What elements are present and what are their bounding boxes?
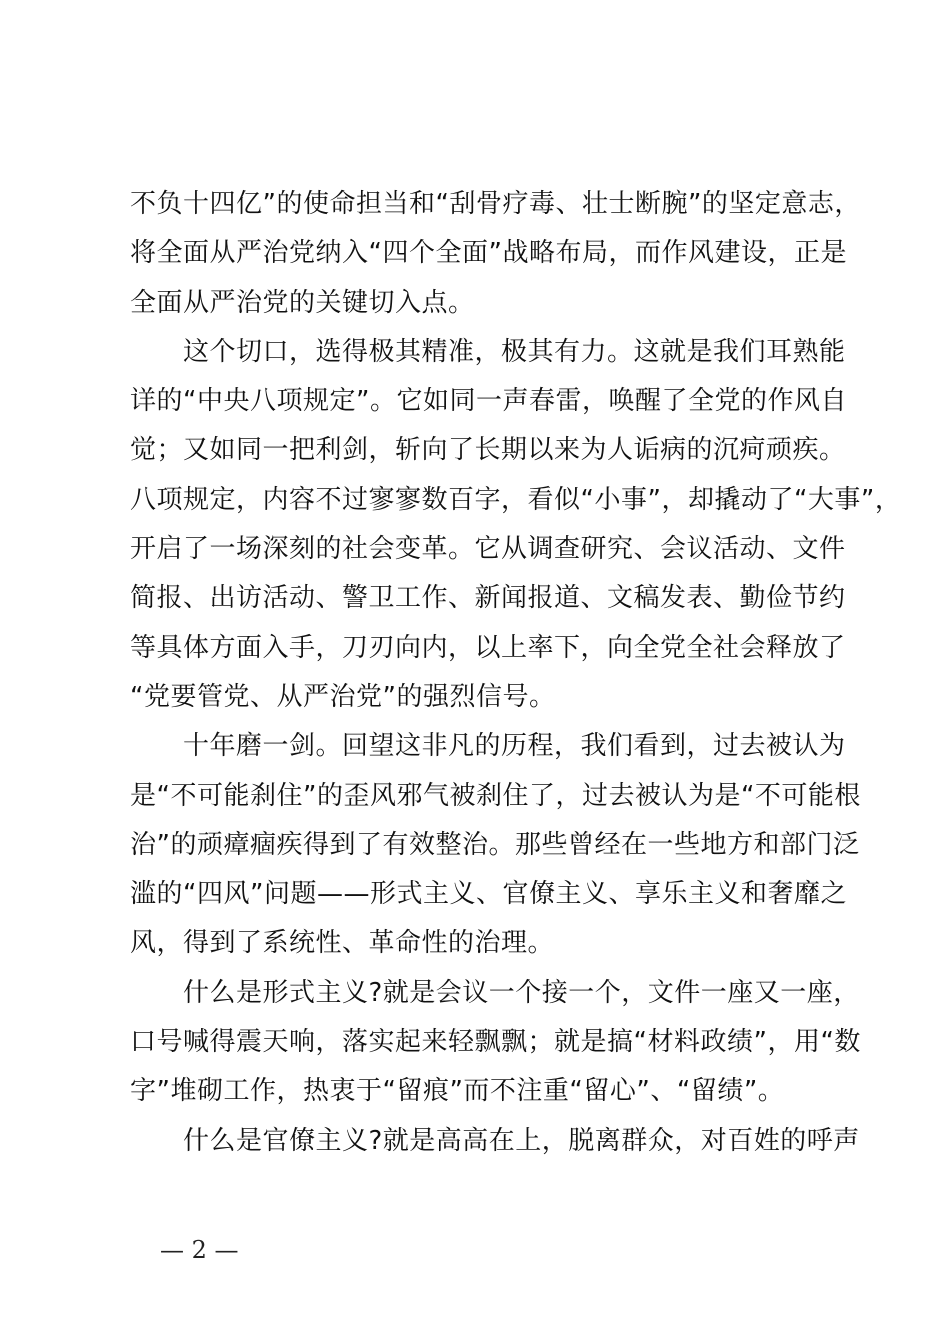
text-line: 八项规定，内容不过寥寥数百字，看似“小事”，却撬动了“大事”， [130,484,902,515]
text-line: 等具体方面入手，刀刃向内，以上率下，向全党全社会释放了 [130,632,846,663]
text-line: 治”的顽瘴痼疾得到了有效整治。那些曾经在一些地方和部门泛 [130,829,860,860]
text-line: 全面从严治党的关键切入点。 [130,287,475,318]
text-line: 口号喊得震天响，落实起来轻飘飘；就是搞“材料政绩”，用“数 [130,1027,861,1058]
text-line: 简报、出访活动、警卫工作、新闻报道、文稿发表、勤俭节约 [130,583,846,614]
text-line: 什么是官僚主义?就是高高在上，脱离群众，对百姓的呼声 [130,1125,860,1156]
text-line: 是“不可能刹住”的歪风邪气被刹住了，过去被认为是“不可能根 [130,780,861,811]
text-line: 滥的“四风”问题——形式主义、官僚主义、享乐主义和奢靡之 [130,879,847,910]
text-line: 开启了一场深刻的社会变革。它从调查研究、会议活动、文件 [130,534,846,565]
page-number: — 2 — [160,1236,239,1264]
text-line: 不负十四亿”的使命担当和“刮骨疗毒、壮士断腕”的坚定意志， [130,189,861,219]
text-line: 什么是形式主义?就是会议一个接一个，文件一座又一座， [130,977,860,1008]
text-line: 十年磨一剑。回望这非凡的历程，我们看到，过去被认为 [130,731,846,762]
text-line: 字”堆砌工作，热衷于“留痕”而不注重“留心”、“留绩”。 [130,1076,785,1107]
text-line: 详的“中央八项规定”。它如同一声春雷，唤醒了全党的作风自 [130,386,847,417]
text-line: 将全面从严治党纳入“四个全面”战略布局，而作风建设，正是 [130,238,847,269]
text-line: 风，得到了系统性、革命性的治理。 [130,928,555,959]
text-line: 觉；又如同一把利剑，斩向了长期以来为人诟病的沉疴顽疾。 [130,435,846,466]
body-text [130,180,902,1166]
text-line: “党要管党、从严治党”的强烈信号。 [130,681,556,712]
text-line: 这个切口，选得极其精准，极其有力。这就是我们耳熟能 [130,336,846,367]
